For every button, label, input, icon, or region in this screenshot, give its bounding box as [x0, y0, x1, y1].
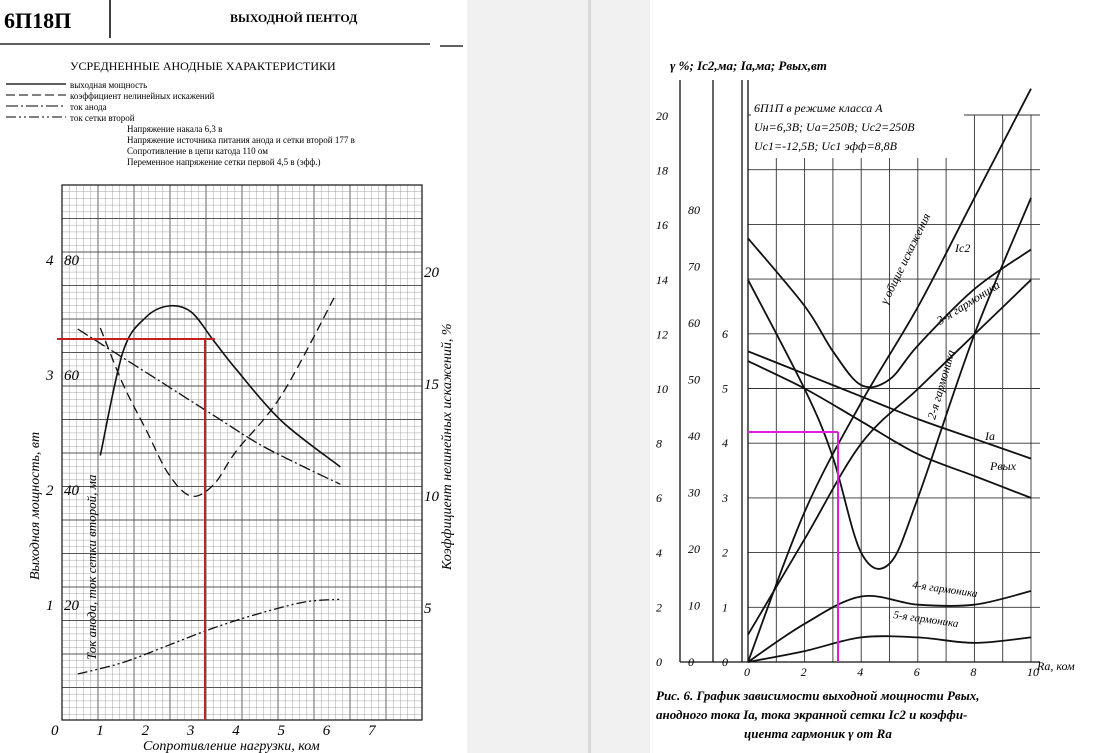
info-line-1: 6П1П в режиме класса А [754, 101, 883, 115]
gamma-tick-label: 10 [656, 382, 668, 396]
condition-cathode: Сопротивление в цепи катода 110 ом [127, 146, 268, 156]
conditions [127, 124, 355, 167]
label-second: 2-я гармоника [924, 348, 958, 421]
x-tick-label: 7 [368, 723, 376, 739]
caption-line-2: анодного тока Iа, тока экранной сетки Ic2 и коэффи- [656, 707, 968, 722]
current-tick-label: 80 [64, 253, 79, 269]
x-tick-label: 1 [96, 723, 104, 739]
x-tick-label: 2 [800, 665, 807, 679]
left-grid [62, 185, 422, 720]
condition-grid: Переменное напряжение сетки первой 4,5 в (эфф.) [127, 157, 321, 167]
x-tick-label: 2 [141, 723, 150, 739]
current-tick-label: 60 [64, 368, 79, 384]
gamma-tick-label: 0 [656, 655, 662, 669]
legend-anode-current: ток анода [70, 102, 107, 112]
ic2-tick-label: 0 [688, 655, 694, 669]
label-ic2: Ic2 [955, 241, 971, 255]
label-fourth: 4-я гармоника [911, 579, 979, 601]
x-tick-label: 0 [51, 723, 59, 739]
pout-tick-label: 6 [722, 326, 728, 341]
curve-distortion [100, 294, 336, 496]
ic2-tick-label: 20 [688, 542, 700, 556]
x-tick-label: 6 [322, 723, 331, 739]
x-tick-label: 10 [1027, 665, 1039, 679]
power-tick-label: 4 [46, 253, 54, 269]
info-line-3: Uс1=-12,5В; Uс1 эфф=8,8В [754, 139, 898, 153]
label-overall: γ общие искажения [877, 210, 934, 307]
distortion-tick-label: 20 [424, 265, 439, 281]
ic2-tick-label: 50 [688, 372, 700, 387]
legend-screen-current: ток сетки второй [70, 113, 135, 123]
distortion-tick-label: 15 [424, 377, 439, 393]
pout-tick-label: 4 [722, 436, 728, 451]
gamma-tick-label: 12 [656, 327, 668, 342]
ylabel-power: Выходная мощность, вт [28, 431, 43, 580]
ic2-tick-label: 40 [688, 429, 700, 443]
x-tick-label: 5 [277, 723, 285, 739]
info-box [751, 96, 964, 158]
tube-type: ВЫХОДНОЙ ПЕНТОД [230, 11, 358, 25]
condition-heater: Напряжение накала 6,3 в [127, 124, 223, 134]
pout-tick-label: 5 [722, 381, 728, 396]
legend-distortion: коэффициент нелинейных искажений [70, 91, 215, 101]
gamma-tick-label: 18 [656, 163, 668, 178]
chart-title: УСРЕДНЕННЫЕ АНОДНЫЕ ХАРАКТЕРИСТИКИ [70, 59, 336, 73]
gamma-tick-label: 20 [656, 109, 668, 123]
current-tick-label: 40 [64, 483, 79, 499]
left-page [0, 0, 467, 753]
ylabel-current: Ток анода, ток сетки второй, ма [84, 474, 99, 660]
ic2-tick-label: 70 [688, 259, 700, 274]
caption-line-1: Рис. 6. График зависимости выходной мощности Pвых, [656, 688, 980, 703]
legend [6, 80, 215, 123]
x-tick-label: 3 [186, 723, 195, 739]
right-header: γ %; Iс2,ма; Iа,ма; Pвых,вт [670, 58, 827, 73]
gamma-tick-label: 2 [656, 600, 662, 615]
left-curves [78, 294, 341, 674]
current-tick-label: 20 [64, 598, 79, 614]
legend-power: выходная мощность [70, 80, 148, 90]
gamma-tick-label: 6 [656, 491, 662, 506]
condition-supply: Напряжение источника питания анода и сетки второй 177 в [127, 135, 355, 145]
x-tick-label: 8 [970, 665, 977, 679]
label-third: 3-я гармоника [934, 277, 1003, 328]
gutter-divider [588, 0, 591, 753]
caption-line-3: циента гармоник γ от Rа [744, 726, 892, 741]
distortion-tick-label: 5 [424, 601, 432, 617]
distortion-tick-label: 10 [424, 489, 439, 505]
gamma-tick-label: 4 [656, 545, 662, 560]
gamma-tick-label: 16 [656, 218, 668, 233]
label-fifth: 5-я гармоника [892, 609, 960, 631]
power-tick-label: 1 [46, 598, 54, 614]
curve-screen-current [78, 599, 341, 674]
right-page [650, 0, 1119, 753]
gamma-tick-label: 14 [656, 272, 668, 287]
ic2-tick-label: 10 [688, 598, 700, 613]
label-ia: Ia [985, 429, 995, 443]
ic2-tick-label: 60 [688, 316, 700, 330]
model-title: 6П18П [4, 8, 72, 33]
power-tick-label: 2 [46, 483, 54, 499]
right-chart-figure [650, 0, 1119, 753]
info-line-2: Uн=6,3В; Ua=250В; Uс2=250В [754, 120, 915, 134]
x-tick-label: 4 [857, 665, 864, 679]
ylabel-distortion: Коэффициент нелинейных искажений, % [440, 323, 455, 570]
power-tick-label: 3 [46, 368, 54, 384]
pout-tick-label: 1 [722, 600, 728, 615]
pout-tick-label: 0 [722, 655, 728, 669]
ic2-tick-label: 80 [688, 203, 700, 217]
x-tick-label: 6 [913, 665, 920, 679]
gamma-tick-label: 8 [656, 436, 662, 451]
viewer-gutter [467, 0, 650, 753]
right-grid [680, 80, 1040, 662]
label-pout: Pвых [990, 459, 1016, 473]
x-tick-label: 4 [232, 723, 240, 739]
xlabel: Сопротивление нагрузки, ком [143, 739, 320, 753]
pout-tick-label: 3 [722, 490, 728, 505]
ic2-tick-label: 30 [688, 485, 700, 500]
pout-tick-label: 2 [722, 545, 728, 560]
left-chart-figure [0, 0, 467, 753]
x-tick-label: 0 [744, 665, 750, 679]
x-unit: Rа, ком [1037, 659, 1075, 673]
